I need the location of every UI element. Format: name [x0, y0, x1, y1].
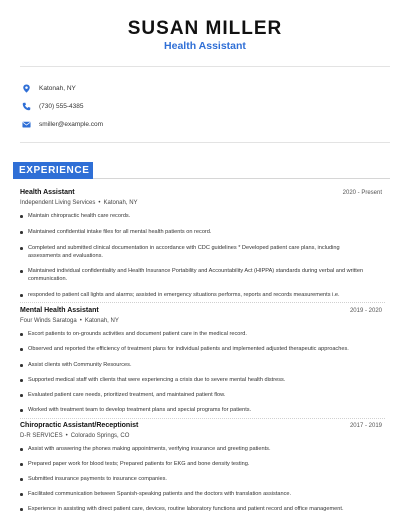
job-dates: 2017 - 2019: [349, 423, 382, 429]
job-title: Mental Health Assistant: [20, 307, 99, 314]
contact-divider: [20, 142, 390, 143]
job-location: Katonah, NY: [84, 318, 119, 324]
email-text: smiller@example.com: [39, 121, 104, 128]
job-location: Katonah, NY: [103, 200, 138, 206]
phone-icon: [22, 102, 31, 111]
list-item: responded to patient call lights and alarms; assisted in emergency situations performs, reports and records measurements i.e.: [20, 291, 383, 299]
separator: •: [65, 433, 68, 439]
job-title: Health Assistant: [20, 189, 75, 196]
list-item: Evaluated patient care needs, prioritized treatment, and maintained patient flow.: [20, 391, 383, 399]
separator: •: [98, 200, 101, 206]
list-item: Worked with treatment team to develop treatment plans and special programs for patients.: [20, 406, 383, 414]
phone-text: (730) 555-4385: [39, 103, 84, 110]
list-item: Observed and reported the efficiency of treatment plans for individual patients and implemented adjusted therapeutic approaches.: [20, 345, 388, 353]
contact-email: [22, 120, 103, 129]
header-divider: [20, 66, 390, 67]
list-item: Assist clients with Community Resources.: [20, 361, 383, 369]
location-pin-icon: [22, 84, 31, 93]
job-company: D-R SERVICES: [20, 433, 63, 439]
list-item: Assist with answering the phones making appointments, verifying insurance and greeting patients.: [20, 445, 383, 453]
job-company: Independent Living Services: [20, 200, 96, 206]
job-divider: [20, 302, 385, 303]
job-employer: [20, 433, 129, 439]
job-dates: 2020 - Present: [342, 190, 382, 196]
list-item: Escort patients to on-grounds activities and document patient care in the medical record.: [20, 330, 383, 338]
location-text: Katonah, NY: [39, 85, 76, 92]
section-underline: [93, 178, 390, 179]
list-item: Maintained confidential intake files for all mental health patients on record.: [20, 228, 211, 236]
job-employer: [20, 318, 119, 324]
job-title: Chiropractic Assistant/Receptionist: [20, 422, 139, 429]
job-location: Colorado Springs, CO: [70, 433, 130, 439]
list-item: Facilitated communication between Spanish-speaking patients and the doctors with translation assistance.: [20, 490, 388, 498]
list-item: Supported medical staff with clients that were experiencing a crisis due to severe mental health distress.: [20, 376, 383, 384]
list-item: Submitted insurance payments to insurance companies.: [20, 475, 383, 483]
list-item: Maintained individual confidentiality and Health Insurance Portability and Accountability Act (HIPPA) standards during verbal and written communication.: [20, 267, 368, 283]
job-dates: 2019 - 2020: [349, 308, 382, 314]
list-item: Maintain chiropractic health care records.: [20, 212, 130, 220]
contact-location: [22, 84, 76, 93]
candidate-name: SUSAN MILLER: [127, 18, 283, 39]
job-employer: [20, 200, 138, 206]
list-item: Experience in assisting with direct patient care, devices, routine laboratory functions and patient record and office management.: [20, 505, 393, 513]
mail-icon: [22, 120, 31, 129]
section-title-experience: EXPERIENCE: [13, 162, 93, 179]
list-item: Completed and submitted clinical documentation in accordance with CDC guidelines * Developed patient care plans, including assessments and evaluations.: [20, 244, 368, 260]
job-company: Four Winds Saratoga: [20, 318, 77, 324]
list-item: Prepared paper work for blood tests; Prepared patients for EKG and bone density testing.: [20, 460, 383, 468]
separator: •: [79, 318, 82, 324]
job-divider: [20, 418, 385, 419]
contact-phone: [22, 102, 83, 111]
candidate-role: Health Assistant: [164, 40, 246, 52]
